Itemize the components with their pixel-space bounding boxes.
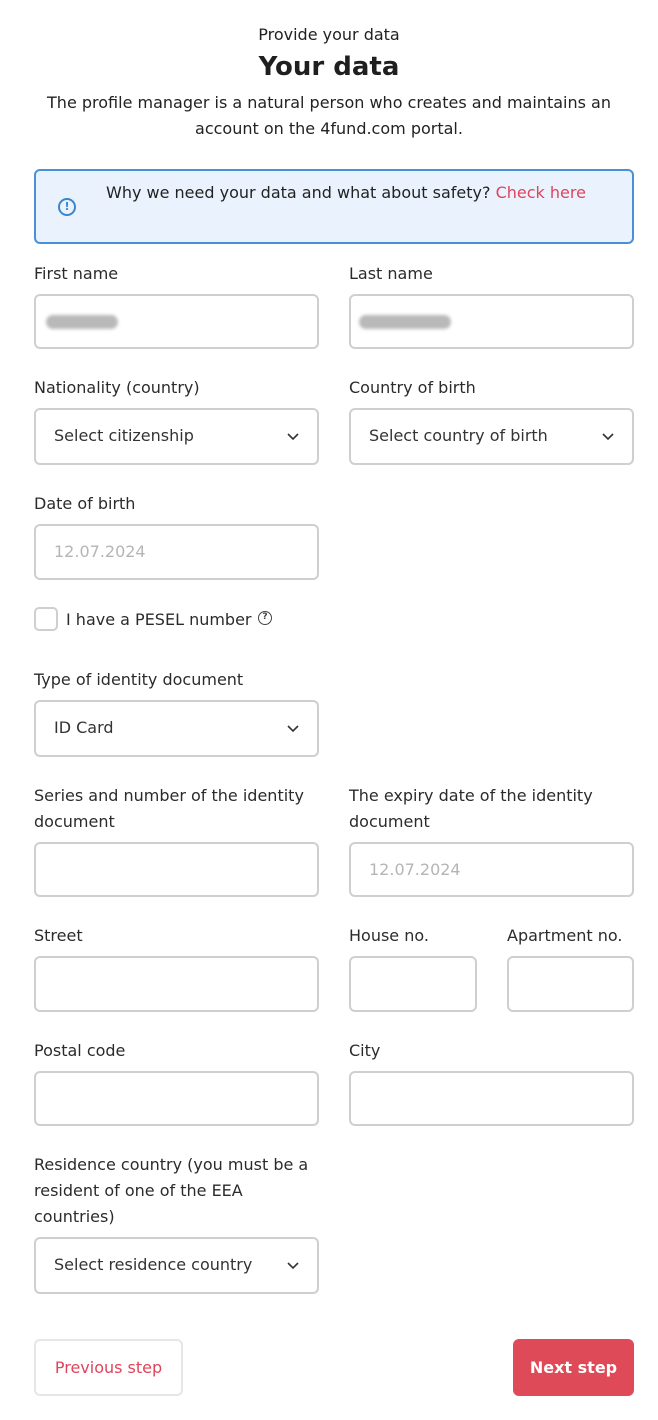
document-type-select[interactable]	[34, 700, 319, 757]
document-number-field[interactable]	[34, 842, 319, 897]
postal-code-label: Postal code	[34, 1041, 126, 1060]
info-banner-message: Why we need your data and what about safety?	[106, 183, 491, 202]
document-expiry-label: The expiry date of the identity document	[349, 786, 593, 831]
country-of-birth-label: Country of birth	[349, 378, 476, 397]
info-icon: !	[58, 198, 76, 216]
residence-country-placeholder: Select residence country	[54, 1255, 253, 1274]
date-of-birth-field[interactable]	[34, 524, 319, 580]
redacted-value	[46, 315, 118, 329]
next-step-button[interactable]: Next step	[513, 1339, 634, 1396]
residence-country-label: Residence country (you must be a resident of one of the EEA countries)	[34, 1155, 309, 1226]
pesel-label: I have a PESEL number	[66, 610, 252, 629]
document-expiry-field[interactable]	[349, 842, 634, 897]
previous-step-button[interactable]: Previous step	[34, 1339, 183, 1396]
page-title: Your data	[258, 52, 400, 82]
document-type-label: Type of identity document	[34, 670, 244, 689]
redacted-value	[359, 315, 451, 329]
nationality-select[interactable]	[34, 408, 319, 465]
date-of-birth-placeholder: 12.07.2024	[54, 542, 146, 561]
step-eyebrow: Provide your data	[258, 25, 400, 44]
question-circle-icon[interactable]: ?	[258, 611, 272, 625]
document-type-value: ID Card	[54, 718, 114, 737]
street-label: Street	[34, 926, 83, 945]
document-number-label: Series and number of the identity document	[34, 786, 304, 831]
info-banner	[34, 169, 634, 244]
city-label: City	[349, 1041, 381, 1060]
country-of-birth-placeholder: Select country of birth	[369, 426, 548, 445]
street-field[interactable]	[34, 956, 319, 1012]
date-of-birth-label: Date of birth	[34, 494, 136, 513]
check-here-link[interactable]: Check here	[495, 183, 586, 202]
chevron-down-icon	[602, 430, 614, 442]
pesel-checkbox[interactable]	[34, 607, 58, 631]
residence-country-select[interactable]	[34, 1237, 319, 1294]
chevron-down-icon	[287, 722, 299, 734]
apartment-no-field[interactable]	[507, 956, 634, 1012]
nationality-label: Nationality (country)	[34, 378, 200, 397]
postal-code-field[interactable]	[34, 1071, 319, 1126]
first-name-label: First name	[34, 264, 119, 283]
house-no-label: House no.	[349, 926, 429, 945]
apartment-no-label: Apartment no.	[507, 926, 623, 945]
chevron-down-icon	[287, 430, 299, 442]
info-banner-text	[106, 183, 586, 202]
last-name-field[interactable]	[349, 294, 634, 349]
document-expiry-placeholder: 12.07.2024	[369, 860, 461, 879]
nationality-placeholder: Select citizenship	[54, 426, 194, 445]
last-name-label: Last name	[349, 264, 433, 283]
house-no-field[interactable]	[349, 956, 477, 1012]
chevron-down-icon	[287, 1259, 299, 1271]
country-of-birth-select[interactable]	[349, 408, 634, 465]
first-name-field[interactable]	[34, 294, 319, 349]
page-description: The profile manager is a natural person who creates and maintains an account on the 4fund.com portal.	[47, 93, 611, 138]
city-field[interactable]	[349, 1071, 634, 1126]
